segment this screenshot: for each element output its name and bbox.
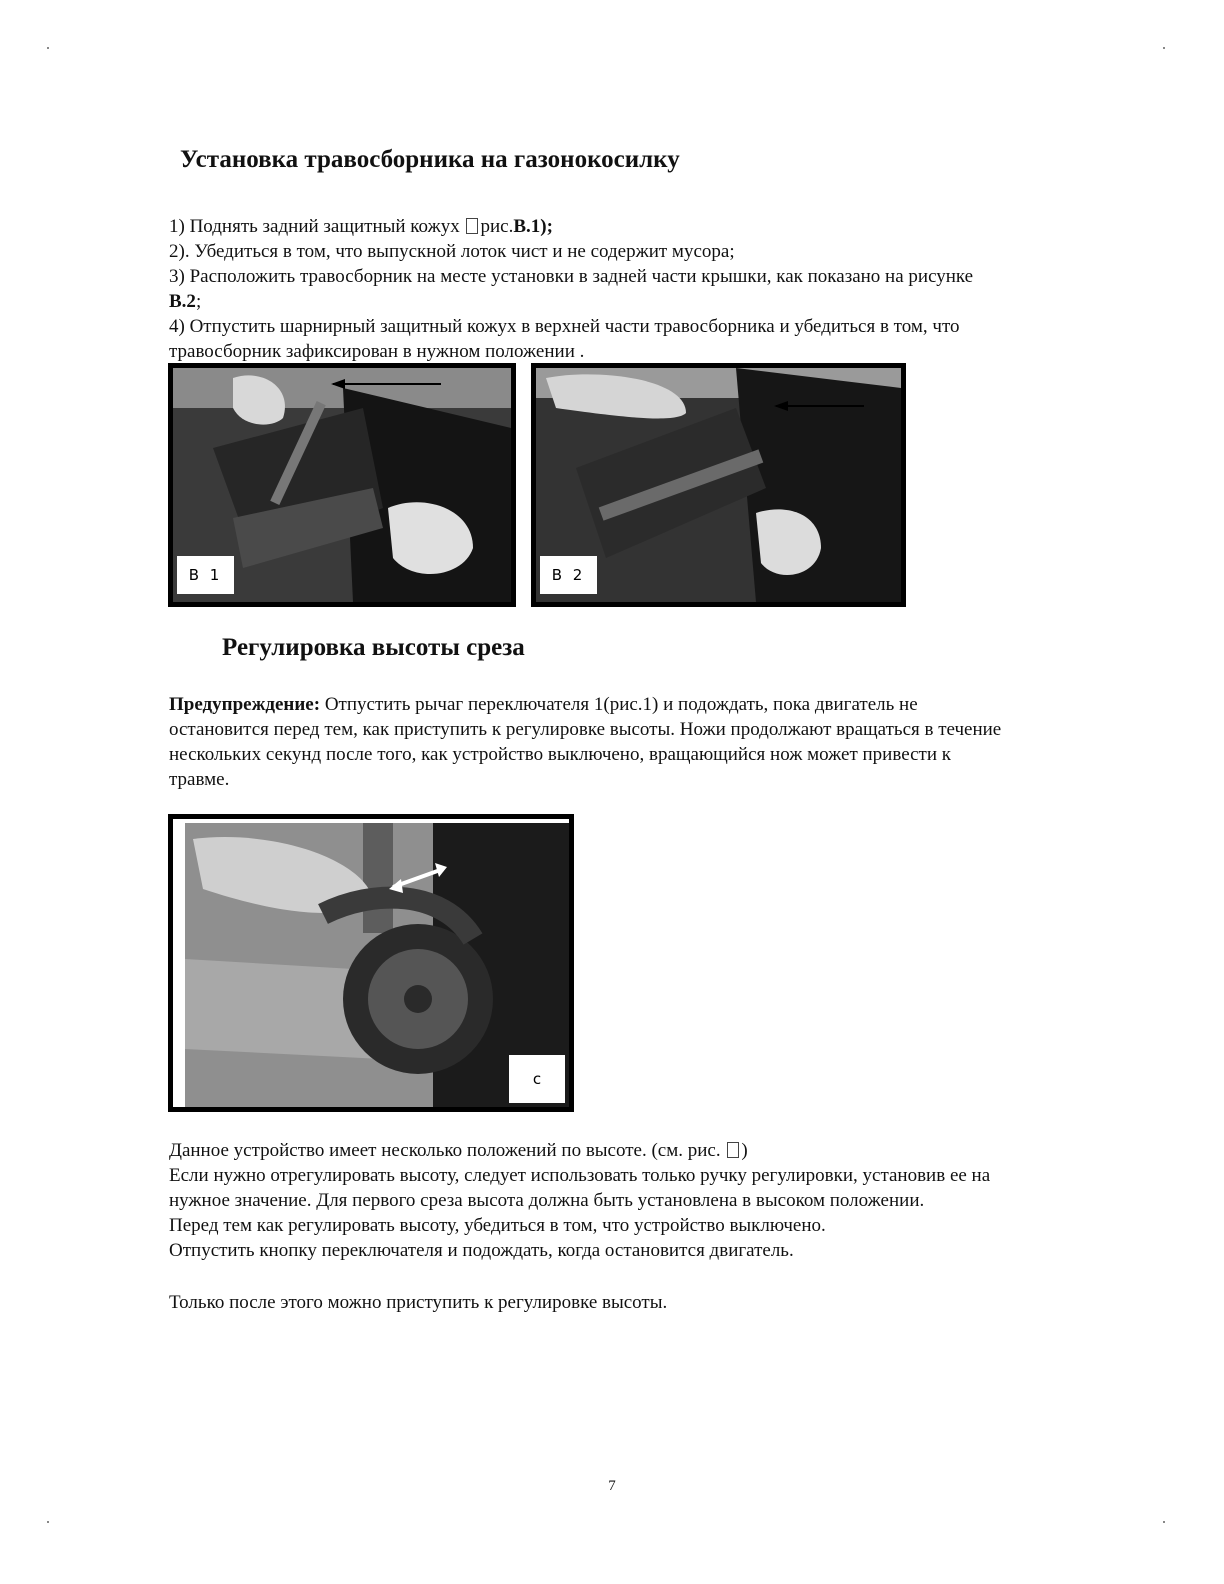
body-line-1-tail: ) xyxy=(741,1140,748,1161)
step-3-ref: B.2 xyxy=(169,291,196,312)
step-4-cont: травосборник зафиксирован в нужном положении . xyxy=(169,341,585,362)
warning-line-1 xyxy=(169,692,1139,717)
warning-line-3: нескольких секунд после того, как устройство выключено, вращающийся нож может привести к xyxy=(169,744,951,765)
page-number: 7 xyxy=(608,1478,616,1494)
warning-line-4: травме. xyxy=(169,769,230,790)
step-1-ref: B.1); xyxy=(513,216,553,237)
missing-glyph xyxy=(466,218,478,234)
step-2: 2). Убедиться в том, что выпускной лоток чист и не содержит мусора; xyxy=(169,241,735,262)
missing-glyph xyxy=(727,1142,739,1158)
body-line-5: Отпустить кнопку переключателя и подождать, когда остановится двигатель. xyxy=(169,1240,794,1261)
body-line-1-text: Данное устройство имеет несколько положений по высоте. (см. рис. xyxy=(169,1140,726,1161)
corner-mark xyxy=(1163,1521,1165,1523)
step-4: 4) Отпустить шарнирный защитный кожух в верхней части травосборника и убедиться в том, что xyxy=(169,316,960,337)
body-line-4: Перед тем как регулировать высоту, убедиться в том, что устройство выключено. xyxy=(169,1215,826,1236)
step-1-fig: рис. xyxy=(480,216,514,237)
section-title-grass-catcher: Установка травосборника на газонокосилку xyxy=(180,146,680,173)
figure-b2-label: B 2 xyxy=(540,556,597,594)
body-line-3: нужное значение. Для первого среза высота должна быть установлена в высоком положении. xyxy=(169,1190,925,1211)
section-title-cut-height: Регулировка высоты среза xyxy=(222,634,525,661)
step-3-cont xyxy=(169,289,1139,314)
warning-paragraph xyxy=(169,692,1139,792)
body-line-1 xyxy=(169,1138,1139,1163)
corner-mark xyxy=(1163,47,1165,49)
final-line: Только после этого можно приступить к регулировке высоты. xyxy=(169,1292,668,1313)
height-body-paragraph xyxy=(169,1138,1139,1263)
figure-c-photo xyxy=(168,814,574,1112)
figure-b2-photo xyxy=(531,363,906,607)
figure-b1-photo xyxy=(168,363,516,607)
warning-label: Предупреждение: xyxy=(169,694,321,715)
corner-mark xyxy=(47,1521,49,1523)
installation-steps xyxy=(169,214,1139,364)
step-3: 3) Расположить травосборник на месте установки в задней части крышки, как показано на рисунке xyxy=(169,266,974,287)
figure-b1-label: B 1 xyxy=(177,556,234,594)
body-line-2: Если нужно отрегулировать высоту, следует использовать только ручку регулировки, установив ее на xyxy=(169,1165,991,1186)
step-1-text: 1) Поднять задний защитный кожух xyxy=(169,216,465,237)
warning-line-2: остановится перед тем, как приступить к регулировке высоты. Ножи продолжают вращаться в течение xyxy=(169,719,1002,740)
warning-text: Отпустить рычаг переключателя 1(рис.1) и подождать, пока двигатель не xyxy=(320,694,918,715)
step-1 xyxy=(169,214,1139,239)
corner-mark xyxy=(47,47,49,49)
figure-c-label: c xyxy=(509,1055,565,1103)
step-3-tail: ; xyxy=(195,291,202,312)
